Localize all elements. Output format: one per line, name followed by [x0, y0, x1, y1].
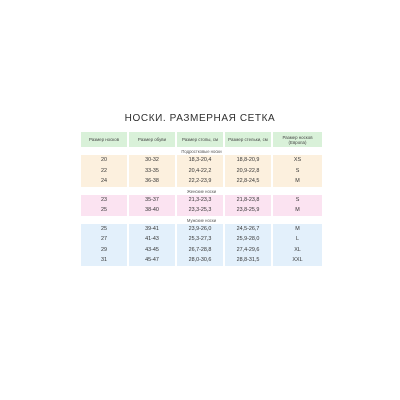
table-row: [81, 166, 322, 177]
section-row-teen: [81, 147, 322, 155]
cell-foot-size: 20,4-22,2: [177, 166, 225, 177]
table-row: [81, 255, 322, 266]
section-label: Подростковые носки: [81, 147, 322, 155]
table-row: [81, 155, 322, 166]
cell-shoe-size: 30-32: [129, 155, 177, 166]
cell-sock-size: 20: [81, 155, 129, 166]
size-table: [81, 132, 322, 266]
cell-foot-size: 21,3-23,3: [177, 195, 225, 206]
cell-insole-size: 28,8-31,5: [225, 255, 273, 266]
cell-eu-size: M: [273, 224, 322, 235]
cell-foot-size: 23,3-25,3: [177, 205, 225, 216]
table-row: [81, 176, 322, 187]
section-label: Мужские носки: [81, 216, 322, 224]
cell-sock-size: 25: [81, 205, 129, 216]
cell-foot-size: 22,2-23,9: [177, 176, 225, 187]
cell-eu-size: XS: [273, 155, 322, 166]
cell-foot-size: 23,9-26,0: [177, 224, 225, 235]
cell-shoe-size: 36-38: [129, 176, 177, 187]
cell-sock-size: 24: [81, 176, 129, 187]
cell-shoe-size: 35-37: [129, 195, 177, 206]
table-row: [81, 224, 322, 235]
cell-shoe-size: 39-41: [129, 224, 177, 235]
cell-sock-size: 22: [81, 166, 129, 177]
cell-foot-size: 28,0-30,6: [177, 255, 225, 266]
cell-foot-size: 25,3-27,3: [177, 234, 225, 245]
cell-insole-size: 20,9-22,8: [225, 166, 273, 177]
cell-insole-size: 23,8-25,9: [225, 205, 273, 216]
cell-insole-size: 22,8-24,5: [225, 176, 273, 187]
table-row: [81, 234, 322, 245]
table-row: [81, 205, 322, 216]
section-row-women: [81, 187, 322, 195]
cell-insole-size: 18,8-20,9: [225, 155, 273, 166]
cell-eu-size: M: [273, 176, 322, 187]
section-row-men: [81, 216, 322, 224]
cell-eu-size: XL: [273, 245, 322, 256]
header-eu-size: Размер носков (Европа): [273, 132, 322, 147]
cell-sock-size: 29: [81, 245, 129, 256]
cell-shoe-size: 33-35: [129, 166, 177, 177]
cell-sock-size: 31: [81, 255, 129, 266]
table-row: [81, 195, 322, 206]
section-label: Женские носки: [81, 187, 322, 195]
header-insole-size: Размер стельки, см: [225, 132, 273, 147]
cell-insole-size: 21,8-23,8: [225, 195, 273, 206]
cell-insole-size: 24,5-26,7: [225, 224, 273, 235]
header-foot-size: Размер стопы, см: [177, 132, 225, 147]
table-row: [81, 245, 322, 256]
cell-eu-size: S: [273, 166, 322, 177]
cell-shoe-size: 45-47: [129, 255, 177, 266]
header-shoe-size: Размер обуви: [129, 132, 177, 147]
table-header-row: [81, 132, 322, 147]
cell-eu-size: XXL: [273, 255, 322, 266]
cell-foot-size: 26,7-28,8: [177, 245, 225, 256]
cell-insole-size: 25,9-28,0: [225, 234, 273, 245]
cell-insole-size: 27,4-29,6: [225, 245, 273, 256]
header-sock-size: Размер носков: [81, 132, 129, 147]
cell-sock-size: 27: [81, 234, 129, 245]
cell-shoe-size: 43-45: [129, 245, 177, 256]
cell-sock-size: 25: [81, 224, 129, 235]
cell-shoe-size: 41-43: [129, 234, 177, 245]
cell-shoe-size: 38-40: [129, 205, 177, 216]
cell-foot-size: 18,3-20,4: [177, 155, 225, 166]
cell-eu-size: S: [273, 195, 322, 206]
cell-eu-size: M: [273, 205, 322, 216]
page-title: НОСКИ. РАЗМЕРНАЯ СЕТКА: [124, 113, 276, 124]
cell-sock-size: 23: [81, 195, 129, 206]
cell-eu-size: L: [273, 234, 322, 245]
